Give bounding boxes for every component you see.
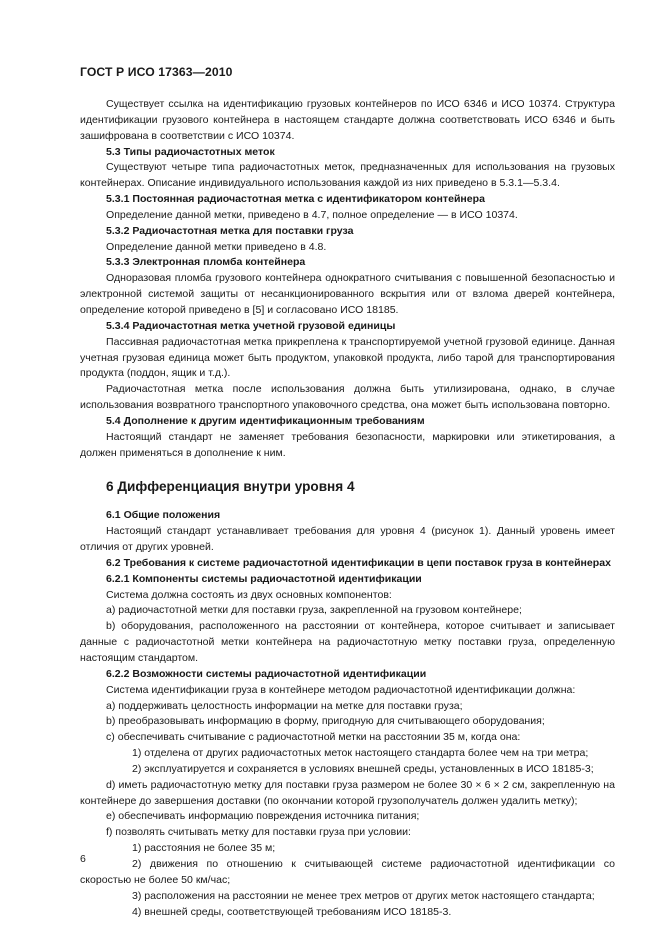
paragraph: Система идентификации груза в контейнере методом радиочастотной идентификации должна: <box>106 683 576 696</box>
sub-list-item: 3) расположения на расстоянии не менее трех метров от других меток настоящего стандарта; <box>132 889 595 902</box>
paragraph: Пассивная радиочастотная метка прикреплена к транспортируемой учетной грузовой единице. Данная учетная грузовая единица может быть продуктом, упаковкой продукта, либо тарой для транспортирования продукта (поддон, ящик и т.д.). <box>80 335 615 380</box>
paragraph: Радиочастотная метка после использования должна быть утилизирована, однако, в случае использования возвратного транспортного упаковочного средства, она может быть использована повторно. <box>80 383 615 412</box>
section-heading-6-2: 6.2 Требования к системе радиочастотной идентификации в цепи поставок груза в контейнерах <box>106 556 611 569</box>
section-heading-6-2-2: 6.2.2 Возможности системы радиочастотной идентификации <box>106 667 427 680</box>
list-item: d) иметь радиочастотную метку для поставки груза размером не более 30 × 6 × 2 см, закрепленную на контейнере до завершения доставки (по окончании которой грузополучатель должен удалить метку); <box>80 778 615 807</box>
paragraph: Настоящий стандарт не заменяет требования безопасности, маркировки или этикетирования, а должен применяться в дополнение к ним. <box>80 430 615 459</box>
paragraph: Определение данной метки, приведено в 4.7, полное определение — в ИСО 10374. <box>106 208 518 221</box>
list-item: b) преобразовывать информацию в форму, пригодную для считывающего оборудования; <box>106 715 545 728</box>
section-heading-5-3: 5.3 Типы радиочастотных меток <box>106 145 275 158</box>
document-header: ГОСТ Р ИСО 17363—2010 <box>80 65 233 79</box>
sub-list-item: 2) движения по отношению к считывающей системе радиочастотной идентификации со скоростью не более 50 км/час; <box>80 857 615 886</box>
sub-list-item: 1) отделена от других радиочастотных меток настоящего стандарта более чем на три метра; <box>132 747 589 760</box>
section-heading-5-3-3: 5.3.3 Электронная пломба контейнера <box>106 256 306 269</box>
list-item: e) обеспечивать информацию повреждения источника питания; <box>106 810 420 823</box>
section-heading-5-3-4: 5.3.4 Радиочастотная метка учетной грузовой единицы <box>106 319 396 332</box>
list-item: c) обеспечивать считывание с радиочастотной метки на расстоянии 35 м, когда она: <box>106 731 521 744</box>
paragraph: Существуют четыре типа радиочастотных меток, предназначенных для использования на грузовых контейнерах. Описание индивидуального использования каждой из них приведено в 5.3.1—5.3.4. <box>80 161 615 190</box>
list-item: a) радиочастотной метки для поставки груза, закрепленной на грузовом контейнере; <box>106 604 522 617</box>
section-heading-5-3-1: 5.3.1 Постоянная радиочастотная метка с идентификатором контейнера <box>106 193 485 206</box>
section-heading-5-3-2: 5.3.2 Радиочастотная метка для поставки груза <box>106 224 354 237</box>
page-number: 6 <box>80 853 86 865</box>
sub-list-item: 1) расстояния не более 35 м; <box>132 842 276 855</box>
document-body <box>80 97 615 920</box>
paragraph: Настоящий стандарт устанавливает требования для уровня 4 (рисунок 1). Данный уровень имеет отличия от других уровней. <box>80 525 615 554</box>
list-item: b) оборудования, расположенного на расстоянии от контейнера, которое считывает и записывает данные с радиочастотной метки контейнера на радиочастотную метку поставки груза, определенную настоящим стандартом. <box>80 620 615 664</box>
list-item: f) позволять считывать метку для поставки груза при условии: <box>106 826 411 839</box>
section-heading-6-1: 6.1 Общие положения <box>106 509 221 522</box>
paragraph: Существует ссылка на идентификацию грузовых контейнеров по ИСО 6346 и ИСО 10374. Структура идентификации грузового контейнера в настоящем стандарте должна соответствовать ИСО 6346 и быть зашифрована в соответствии с ИСО 10374. <box>80 98 615 142</box>
section-heading-6-2-1: 6.2.1 Компоненты системы радиочастотной идентификации <box>106 572 422 585</box>
paragraph: Одноразовая пломба грузового контейнера однократного считывания с повышенной безопасностью и электронной системой защиты от несанкционированного вскрытия или от взлома дверей контейнера, определение которой приведено в [5] и согласовано ИСО 18185. <box>80 272 615 316</box>
section-heading-5-4: 5.4 Дополнение к другим идентификационным требованиям <box>106 414 425 427</box>
sub-list-item: 4) внешней среды, соответствующей требованиям ИСО 18185-3. <box>132 905 452 918</box>
list-item: a) поддерживать целостность информации на метке для поставки груза; <box>106 699 463 712</box>
paragraph: Система должна состоять из двух основных компонентов: <box>106 588 392 601</box>
chapter-heading-6: 6 Дифференциация внутри уровня 4 <box>106 479 355 495</box>
sub-list-item: 2) эксплуатируется и сохраняется в условиях внешней среды, установленных в ИСО 18185-3; <box>132 762 594 775</box>
paragraph: Определение данной метки приведено в 4.8. <box>106 240 327 253</box>
